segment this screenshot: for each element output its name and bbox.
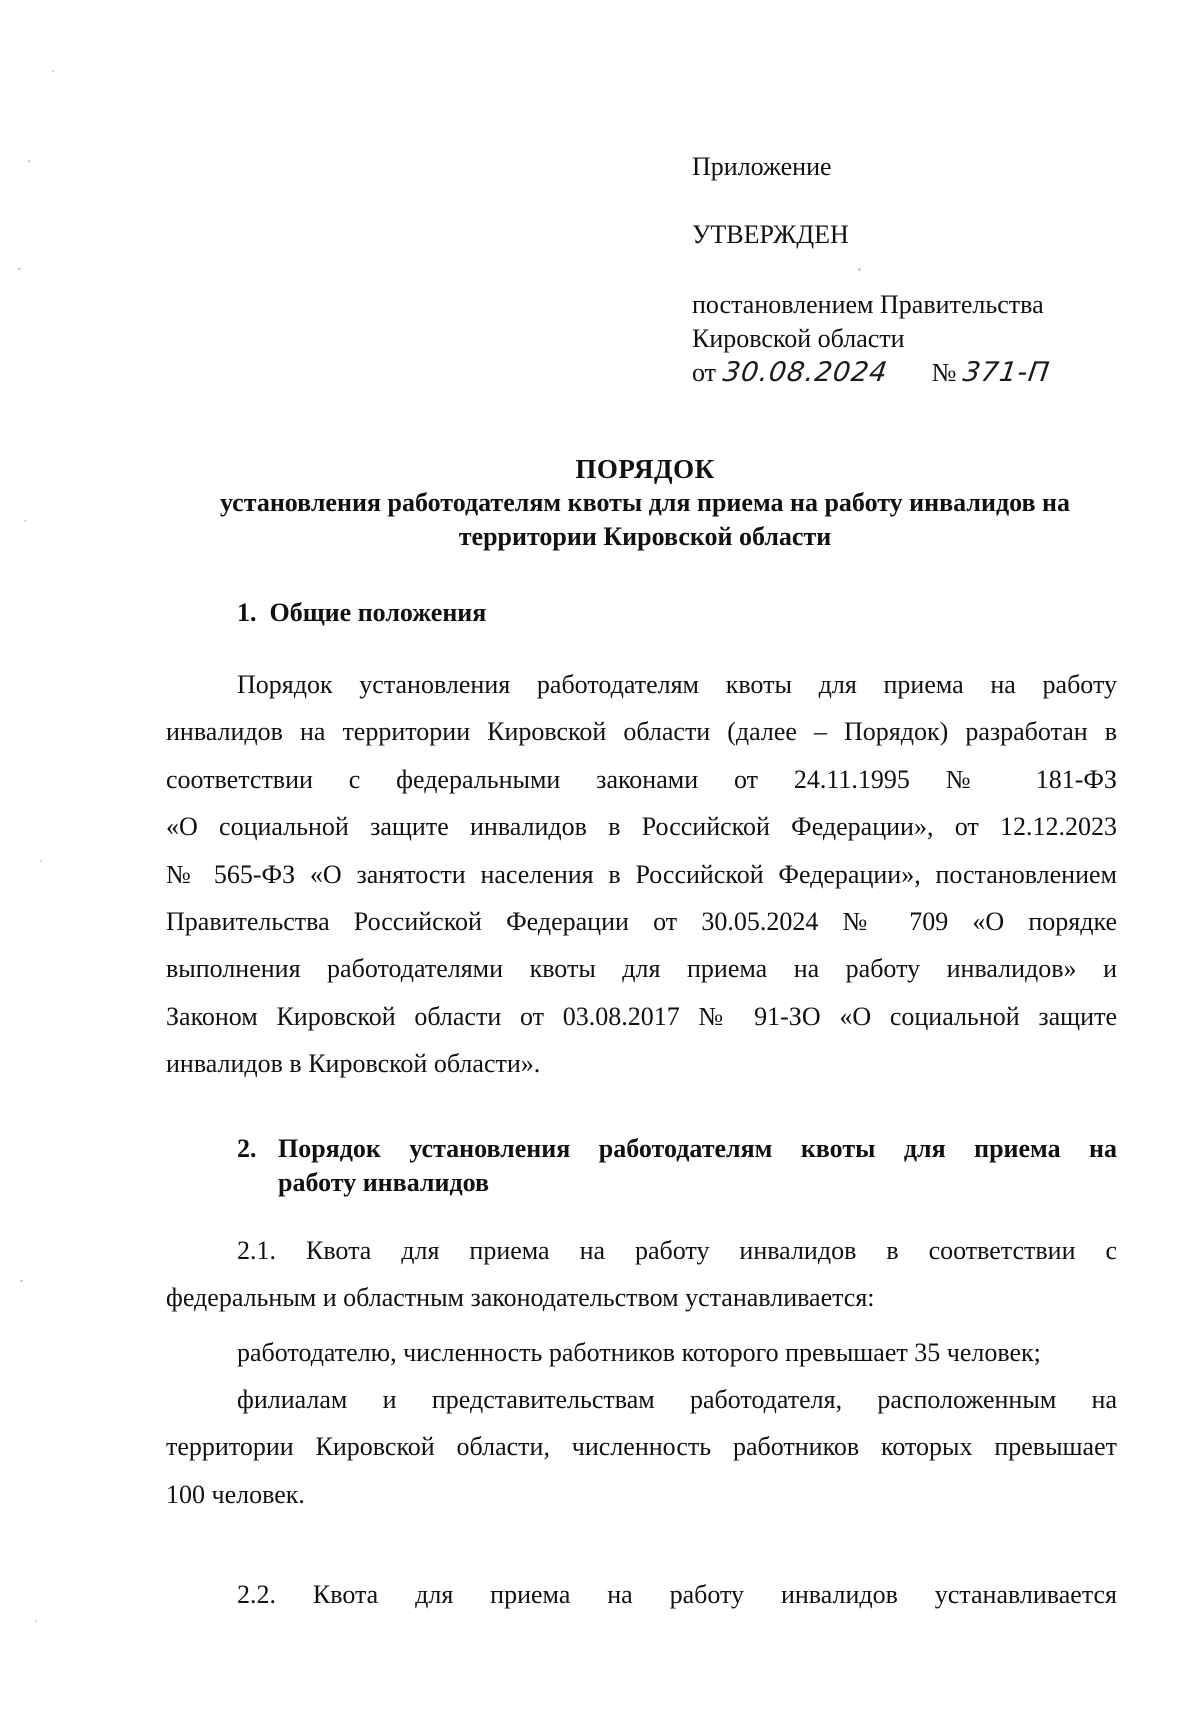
decree-date-number-line xyxy=(692,356,1132,390)
section-1-paragraph xyxy=(166,661,1117,1088)
paragraph-line: инвалидов на территории Кировской области (далее – Порядок) разработан в xyxy=(166,717,1117,747)
section-1-heading: 1. Общие положения xyxy=(237,598,487,627)
title-line-1: установления работодателям квоты для приема на работу инвалидов на xyxy=(219,488,1070,517)
section-2-heading xyxy=(237,1132,1117,1200)
paragraph-line: Законом Кировской области от 03.08.2017 № 91-ЗО «О социальной защите xyxy=(166,1001,1117,1031)
approval-block xyxy=(692,150,1132,390)
clause-2-1 xyxy=(166,1227,1117,1322)
scan-speck xyxy=(18,268,21,270)
section-2-number: 2. xyxy=(237,1134,257,1163)
paragraph-line: территории Кировской области, численность работников которых превышает xyxy=(166,1432,1117,1462)
paragraph-line: 2.1. Квота для приема на работу инвалидов в соответствии с xyxy=(237,1236,1117,1265)
paragraph-line: Порядок установления работодателям квоты для приема на работу xyxy=(237,670,1117,699)
document-title xyxy=(160,452,1130,554)
paragraph-line: «О социальной защите инвалидов в Российской Федерации», от 12.12.2023 xyxy=(166,812,1117,842)
handwritten-number: 371-П xyxy=(960,357,1052,388)
decree-line-1: постановлением Правительства xyxy=(692,290,1044,319)
scan-speck xyxy=(35,1620,37,1622)
clause-2-1-employer xyxy=(166,1329,1117,1376)
clause-2-1-branches xyxy=(166,1376,1117,1518)
title-main: ПОРЯДОК xyxy=(575,454,715,484)
from-label: от xyxy=(692,358,717,387)
scan-speck xyxy=(20,1280,23,1282)
title-line-2: территории Кировской области xyxy=(458,522,832,551)
paragraph-line: № 565-ФЗ «О занятости населения в Российской Федерации», постановлением xyxy=(166,859,1117,889)
paragraph-line: Правительства Российской Федерации от 30.05.2024 № 709 «О порядке xyxy=(166,907,1117,937)
paragraph-line: инвалидов в Кировской области». xyxy=(166,1049,541,1079)
decree-line-2: Кировской области xyxy=(692,324,905,353)
appendix-label: Приложение xyxy=(692,152,832,181)
scan-speck xyxy=(40,860,42,862)
paragraph-line: выполнения работодателями квоты для приема на работу инвалидов» и xyxy=(166,954,1117,984)
handwritten-date: 30.08.2024 xyxy=(720,357,890,388)
scan-speck xyxy=(52,70,54,72)
paragraph-line: соответствии с федеральными законами от 24.11.1995 № 181-ФЗ xyxy=(166,764,1117,794)
paragraph-line: филиалам и представительствам работодателя, расположенным на xyxy=(237,1385,1117,1414)
section-2-heading-line-1: Порядок установления работодателям квоты для приема на xyxy=(278,1134,1117,1163)
approved-label: УТВЕРЖДЕН xyxy=(692,220,849,249)
section-2-heading-line-2: работу инвалидов xyxy=(278,1168,490,1197)
paragraph-line: федеральным и областным законодательством устанавливается: xyxy=(166,1283,875,1313)
paragraph-line: работодателю, численность работников которого превышает 35 человек; xyxy=(237,1338,1041,1367)
scan-speck xyxy=(24,520,26,522)
number-sign: № xyxy=(931,358,957,387)
scan-speck xyxy=(28,160,30,163)
paragraph-line: 2.2. Квота для приема на работу инвалидов устанавливается xyxy=(237,1580,1117,1609)
clause-2-2 xyxy=(166,1571,1117,1618)
paragraph-line: 100 человек. xyxy=(166,1479,305,1509)
